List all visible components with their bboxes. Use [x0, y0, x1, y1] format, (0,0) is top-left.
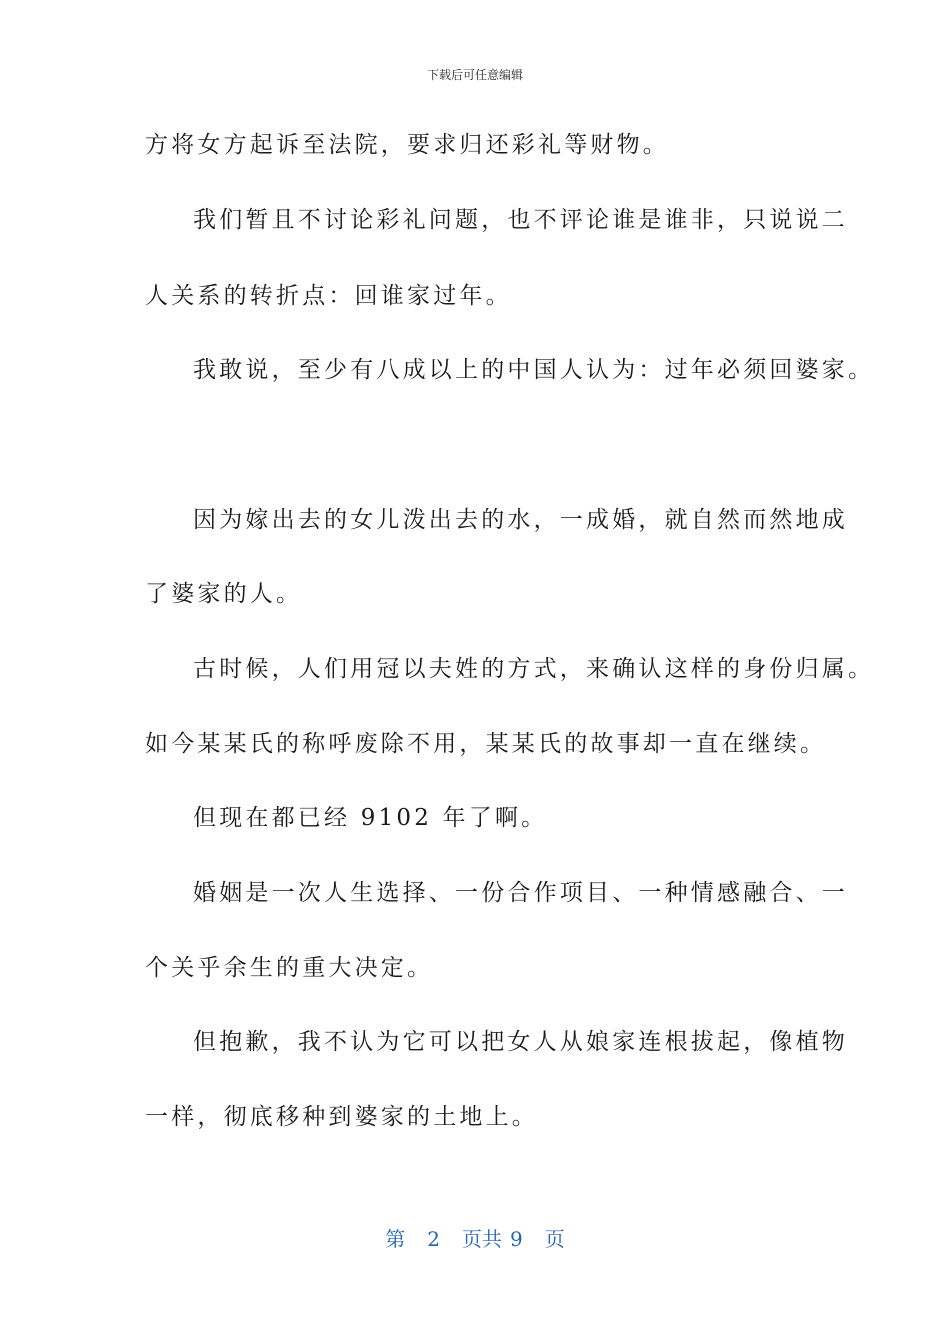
text-line: 人关系的转折点：回谁家过年。	[145, 283, 512, 309]
text-line: 个关乎余生的重大决定。	[145, 955, 434, 981]
text-line: 方将女方起诉至法院，要求归还彩礼等财物。	[145, 132, 669, 158]
page-header: 下载后可任意编辑	[426, 68, 523, 82]
page-prefix: 第	[385, 1227, 406, 1251]
text-line: 我敢说，至少有八成以上的中国人认为：过年必须回婆家。	[193, 357, 875, 383]
text-line: 婚姻是一次人生选择、一份合作项目、一种情感融合、一	[193, 880, 848, 906]
page-number-footer	[0, 1226, 950, 1252]
text-line: 但抱歉，我不认为它可以把女人从娘家连根拔起，像植物	[193, 1029, 848, 1055]
text-line: 如今某某氏的称呼废除不用，某某氏的故事却一直在继续。	[145, 731, 827, 757]
total-pages-number: 9	[510, 1227, 523, 1251]
text-line: 因为嫁出去的女儿泼出去的水，一成婚，就自然而然地成	[193, 507, 848, 533]
page-mid-label: 页共	[462, 1227, 502, 1251]
text-line: 古时候，人们用冠以夫姓的方式，来确认这样的身份归属。	[193, 656, 875, 682]
text-line: 我们暂且不讨论彩礼问题，也不评论谁是谁非，只说说二	[193, 207, 848, 233]
page-suffix: 页	[544, 1227, 565, 1251]
text-line: 一样，彻底移种到婆家的土地上。	[145, 1104, 538, 1130]
text-line: 了婆家的人。	[145, 581, 303, 607]
current-page-number: 2	[427, 1227, 440, 1251]
text-line: 但现在都已经 9102 年了啊。	[193, 805, 548, 831]
